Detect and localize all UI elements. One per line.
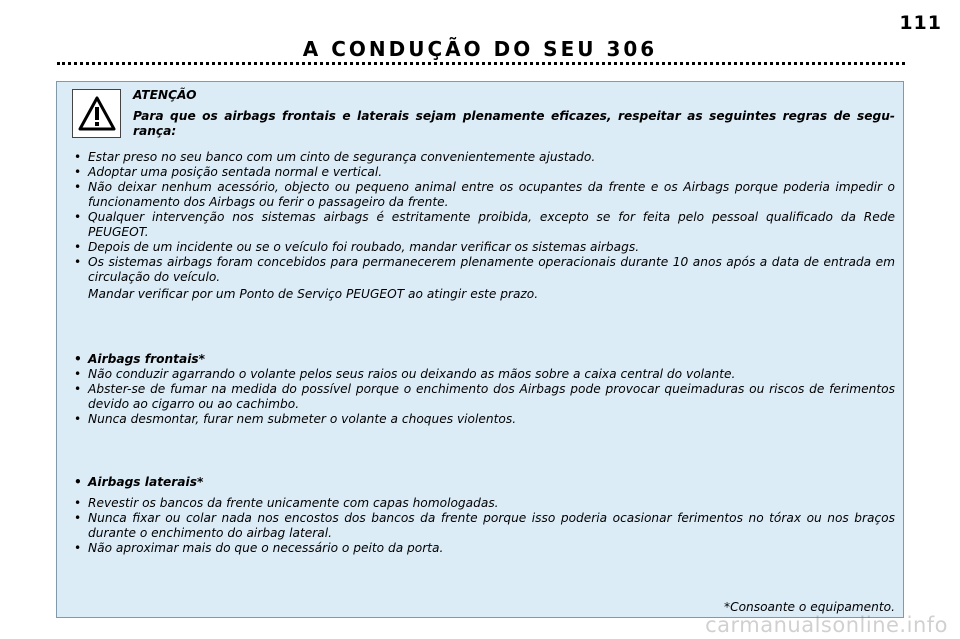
list-item: • Depois de um incidente ou se o veículo foi roubado, mandar verificar os sistemas airbags. <box>71 240 895 255</box>
page-title: A CONDUÇÃO DO SEU 306 <box>302 37 658 61</box>
frontal-airbags-heading: • Airbags frontais* <box>71 352 895 367</box>
list-item: • Nunca fixar ou colar nada nos encostos dos bancos da frente porque isso poderia ocasionar ferimentos no tórax ou nos braços durante o enchimento do airbag lateral. <box>71 511 895 541</box>
page-number: 111 <box>899 12 942 34</box>
list-item: • Os sistemas airbags foram concebidos para permanecerem plenamente operacionais durante 10 anos após a data de entrada em circulação do veículo. <box>71 255 895 285</box>
list-item: • Qualquer intervenção nos sistemas airbags é estritamente proibida, excepto se for feita pelo pessoal qualificado da Rede PEUGEOT. <box>71 210 895 240</box>
warning-subheading: Para que os airbags frontais e laterais sejam plenamente eficazes, respeitar as seguintes regras de segu-rança: <box>133 109 895 138</box>
general-rules-list <box>71 150 895 285</box>
footnote: *Consoante o equipamento. <box>723 600 895 614</box>
lateral-airbags-heading: • Airbags laterais* <box>71 475 895 490</box>
dotted-rule <box>57 62 905 65</box>
list-item: • Revestir os bancos da frente unicamente com capas homologadas. <box>71 496 895 511</box>
frontal-airbags-list <box>71 352 895 427</box>
list-item: • Adoptar uma posição sentada normal e vertical. <box>71 165 895 180</box>
list-item: • Estar preso no seu banco com um cinto de segurança convenientemente ajustado. <box>71 150 895 165</box>
list-item: • Abster-se de fumar na medida do possível porque o enchimento dos Airbags pode provocar queimaduras ou riscos de ferimentos devido ao cigarro ou ao cachimbo. <box>71 382 895 412</box>
warning-heading: ATENÇÃO <box>133 88 197 102</box>
warning-panel <box>56 81 904 618</box>
watermark: carmanualsonline.info <box>705 613 948 637</box>
warning-content <box>71 88 895 556</box>
list-item: • Nunca desmontar, furar nem submeter o volante a choques violentos. <box>71 412 895 427</box>
general-note: Mandar verificar por um Ponto de Serviço PEUGEOT ao atingir este prazo. <box>88 287 539 301</box>
list-item: • Não conduzir agarrando o volante pelos seus raios ou deixando as mãos sobre a caixa central do volante. <box>71 367 895 382</box>
list-item: • Não deixar nenhum acessório, objecto ou pequeno animal entre os ocupantes da frente e os Airbags porque poderia impedir o funcionamento dos Airbags ou ferir o passageiro da frente. <box>71 180 895 210</box>
list-item: • Não aproximar mais do que o necessário o peito da porta. <box>71 541 895 556</box>
lateral-airbags-list <box>71 475 895 556</box>
